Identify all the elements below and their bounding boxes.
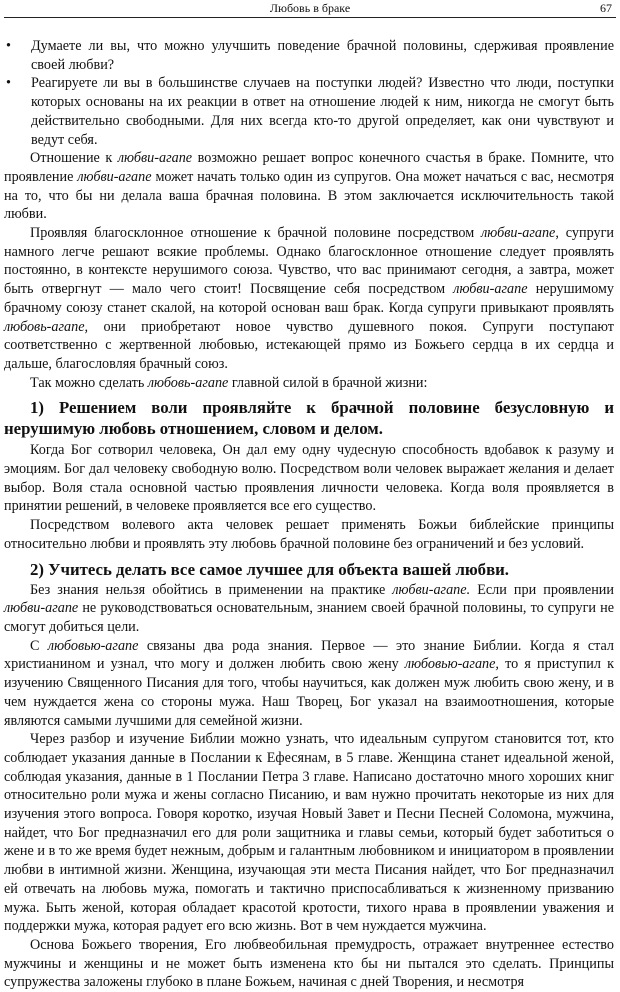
page-body bbox=[4, 18, 614, 992]
paragraph: Через разбор и изучение Библии можно узнать, что идеальным супругом становится тот, кто соблюдает указания данные в Послании к Ефесянам, в 5 главе. Женщина станет идеальной женой, соблюдая указания, данные в 1 Послании Петра 3 главе. Написано достаточно много хороших книг относительно роли мужа и жены согласно Писанию, и вам нужно прочитать некоторые из них для изучения этого вопроса. Говоря коротко, изучая Новый Завет и Песни Песней Соломона, мужчина, найдет, что Бог предназначил его для роли защитника и главы семьи, который будет заботиться о жене и в то же время будет нежным, добрым и галантным любовником и инициатором в проявлении любви в интимной жизни. Женщина, изучающая эти места Писания найдет, что Бог предназначил ей отвечать на любовь мужа, помогать и тактично приспосабливаться к жизненному призванию мужа. Быть женой, которая обладает красотой кротости, тихого нрава в проявлении уважения и поддержки мужа, которая радует его всю жизнь. Вот в чем нуждается мужчина. bbox=[4, 731, 614, 935]
paragraph: С любовью-агапе связаны два рода знания. Первое — это знание Библии. Когда я стал христианином и узнал, что могу и должен любить свою жену любовью-агапе, то я приступил к изучению Священного Писания для того, чтобы научиться, как должен муж любить свою жену, и в чем нуждается жена со стороны мужа. Наш Творец, Бог указал на взаимоотношения, которые являются самыми лучшими для семейной жизни. bbox=[4, 637, 615, 729]
paragraph: Отношение к любви-агапе возможно решает вопрос конечного счастья в браке. Помните, что проявление любви-агапе может начать только один из супругов. Она может начаться с вас, несмотря на то, что бы ни делала ваша брачная половина. В этом заключается исключительность такой любви. bbox=[4, 150, 615, 223]
list-item: • Реагируете ли вы в большинстве случаев на поступки людей? Известно что люди, поступки которых основаны на их реакции в ответ на отношение людей к ним, никогда не смогут быть действительно свободными. Для них всегда кто-то другой определяет, как они чувствуют и ведут себя. bbox=[6, 75, 614, 148]
section-heading: 1) Решением воли проявляйте к брачной половине безусловную и нерушимую любовь отношением, словом и делом. bbox=[4, 398, 614, 439]
question-list bbox=[4, 37, 614, 149]
paragraph: Основа Божьего творения, Его любвеобильная премудрость, отражает внутреннее естество мужчины и женщины и не может быть изменена кто бы ни пытался это сделать. Принципы супружества заложены глубоко в плане Божьем, начиная с дней Творения, и несмотря bbox=[4, 936, 614, 991]
running-header bbox=[4, 0, 616, 18]
header-title: Любовь в браке bbox=[269, 1, 351, 15]
paragraph: Когда Бог сотворил человека, Он дал ему одну чудесную способность вдобавок к разуму и эмоциям. Бог дал человеку свободную волю. Посредством воли человек выражает желания и делает выбор. Воля стала основной частью проявления личности человека. Когда воля проявляется в принятии решений, в человеке проявляется все его существо. bbox=[4, 442, 614, 515]
bullet-icon: • bbox=[6, 75, 11, 92]
paragraph: Так можно сделать любовь-агапе главной силой в брачной жизни: bbox=[30, 374, 428, 391]
list-item: • Думаете ли вы, что можно улучшить поведение брачной половины, сдерживая проявление своей любви? bbox=[6, 38, 614, 73]
section-heading: 2) Учитесь делать все самое лучшее для объекта вашей любви. bbox=[30, 559, 510, 579]
paragraph: Проявляя благосклонное отношение к брачной половине посредством любви-агапе, супруги намного легче решают всякие проблемы. Однако благосклонное отношение следует проявлять постоянно, в контексте нерушимого союза. Чувство, что вас принимают сегодня, а завтра, может быть отвергнут — мало чего стоит! Посвящение себя посредством любви-агапе нерушимому брачному союзу станет скалой, на которой основан ваш брак. Когда супруги привыкают проявлять любовь-агапе, они приобретают новое чувство душевного покоя. Супруги поступают соответственно с жертвенной любовью, истекающей прямо из Божьего сердца в их сердца и дальше, благословляя брачный союз. bbox=[4, 225, 614, 372]
page-number: 67 bbox=[600, 1, 612, 15]
bullet-icon: • bbox=[6, 38, 11, 54]
paragraph: Посредством волевого акта человек решает применять Божьи библейские принципы относительно любви и проявлять эту любовь брачной половине без ограничений и без условий. bbox=[4, 517, 614, 552]
paragraph: Без знания нельзя обойтись в применении на практике любви-агапе. Если при проявлении любви-агапе не руководствоваться основательным, знанием своей брачной половины, то супруги не смогут добиться цели. bbox=[4, 581, 614, 635]
